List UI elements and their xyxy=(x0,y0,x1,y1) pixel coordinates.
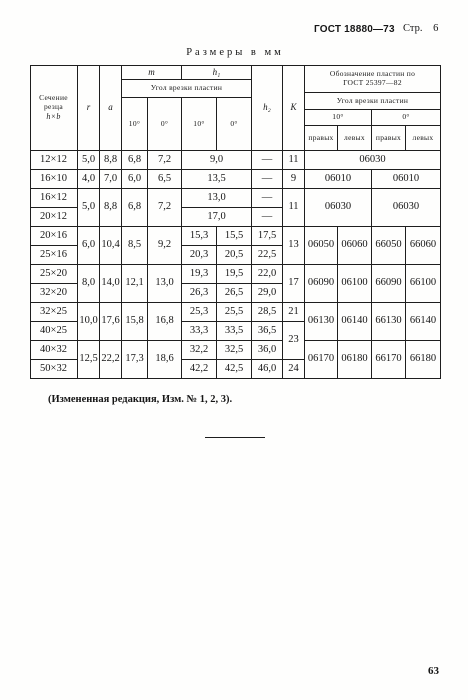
header-section-symbol: h×b xyxy=(46,111,61,121)
header-angle-right: Угол врезки пластин xyxy=(305,93,441,110)
header-plate-0-left: левых xyxy=(406,126,441,151)
row-10-h1-0: 33,5 xyxy=(217,322,252,341)
row-5-k: 13 xyxy=(283,227,305,265)
row-6-h2: 22,5 xyxy=(252,246,283,265)
row-5-plate-10-left: 06060 xyxy=(338,227,372,265)
row-12-h1-0: 42,5 xyxy=(217,360,252,379)
row-6-section: 25×16 xyxy=(30,246,78,265)
row-9-m-10: 15,8 xyxy=(122,303,148,341)
row-4-section: 20×12 xyxy=(30,208,78,227)
row-3-plate-0: 06030 xyxy=(372,189,441,227)
row-1-m-10: 6,8 xyxy=(122,151,148,170)
row-9-h1-0: 25,5 xyxy=(217,303,252,322)
row-5-plate-10-right: 06050 xyxy=(305,227,338,265)
row-9-r: 10,0 xyxy=(78,303,100,341)
table-caption: Размеры в мм xyxy=(186,47,284,58)
row-5-a: 10,4 xyxy=(100,227,122,265)
row-7-a: 14,0 xyxy=(100,265,122,303)
row-7-m-0: 13,0 xyxy=(148,265,182,303)
row-12-h1-10: 42,2 xyxy=(182,360,217,379)
row-2-a: 7,0 xyxy=(100,170,122,189)
row-9-plate-10-left: 06140 xyxy=(338,303,372,341)
row-3-section: 16×12 xyxy=(30,189,78,208)
row-7-plate-0-right: 66090 xyxy=(372,265,406,303)
row-5-h2: 17,5 xyxy=(252,227,283,246)
row-9-a: 17,6 xyxy=(100,303,122,341)
header-section-label: Сечение резца xyxy=(39,93,68,111)
row-6-h1-0: 20,5 xyxy=(217,246,252,265)
row-11-h2: 36,0 xyxy=(252,341,283,360)
row-1-h2: — xyxy=(252,151,283,170)
header-designation-line1: Обозначение пластин по xyxy=(329,68,416,78)
row-10-h1-10: 33,3 xyxy=(182,322,217,341)
row-9-plate-0-left: 66140 xyxy=(406,303,441,341)
row-1-h1: 9,0 xyxy=(182,151,252,170)
row-2-plate-0: 06010 xyxy=(372,170,441,189)
row-1-section: 12×12 xyxy=(30,151,78,170)
row-5-m-10: 8,5 xyxy=(122,227,148,265)
row-5-h1-10: 15,3 xyxy=(182,227,217,246)
row-10-section: 40×25 xyxy=(30,322,78,341)
page-label: Стр. 6 xyxy=(403,23,439,34)
row-10-k: 23 xyxy=(283,322,305,360)
row-7-h1-0: 19,5 xyxy=(217,265,252,284)
row-11-plate-10-right: 06170 xyxy=(305,341,338,379)
row-9-h2: 28,5 xyxy=(252,303,283,322)
row-11-section: 40×32 xyxy=(30,341,78,360)
row-7-plate-0-left: 66100 xyxy=(406,265,441,303)
row-12-h2: 46,0 xyxy=(252,360,283,379)
row-11-m-10: 17,3 xyxy=(122,341,148,379)
row-11-plate-0-left: 66180 xyxy=(406,341,441,379)
row-3-m-10: 6,8 xyxy=(122,189,148,227)
row-3-h1: 13,0 xyxy=(182,189,252,208)
row-11-h1-0: 32,5 xyxy=(217,341,252,360)
row-2-k: 9 xyxy=(283,170,305,189)
row-3-m-0: 7,2 xyxy=(148,189,182,227)
row-7-h1-10: 19,3 xyxy=(182,265,217,284)
row-5-plate-0-left: 66060 xyxy=(406,227,441,265)
row-5-m-0: 9,2 xyxy=(148,227,182,265)
row-9-plate-10-right: 06130 xyxy=(305,303,338,341)
row-1-k: 11 xyxy=(283,151,305,170)
row-1-plate: 06030 xyxy=(305,151,441,170)
standard-code: ГОСТ 18880—73 xyxy=(314,24,395,35)
row-8-h1-10: 26,3 xyxy=(182,284,217,303)
row-2-m-0: 6,5 xyxy=(148,170,182,189)
header-plate-0-right: правых xyxy=(372,126,406,151)
row-9-k: 21 xyxy=(283,303,305,322)
row-5-section: 20×16 xyxy=(30,227,78,246)
row-4-h2: — xyxy=(252,208,283,227)
row-11-plate-10-left: 06180 xyxy=(338,341,372,379)
row-6-h1-10: 20,3 xyxy=(182,246,217,265)
row-2-m-10: 6,0 xyxy=(122,170,148,189)
header-m-10: 10° xyxy=(122,98,148,151)
row-3-k: 11 xyxy=(283,189,305,227)
header-h1-10: 10° xyxy=(182,98,217,151)
row-9-h1-10: 25,3 xyxy=(182,303,217,322)
row-3-r: 5,0 xyxy=(78,189,100,227)
header-m-0: 0° xyxy=(148,98,182,151)
row-2-section: 16×10 xyxy=(30,170,78,189)
row-5-h1-0: 15,5 xyxy=(217,227,252,246)
header-m: m xyxy=(122,65,182,80)
row-11-r: 12,5 xyxy=(78,341,100,379)
header-h2: h₂ xyxy=(252,65,283,151)
header-plate-0: 0° xyxy=(372,110,441,126)
row-7-r: 8,0 xyxy=(78,265,100,303)
row-5-plate-0-right: 66050 xyxy=(372,227,406,265)
row-9-plate-0-right: 66130 xyxy=(372,303,406,341)
row-1-m-0: 7,2 xyxy=(148,151,182,170)
header-r: r xyxy=(78,65,100,151)
row-2-plate-10: 06010 xyxy=(305,170,372,189)
row-11-plate-0-right: 66170 xyxy=(372,341,406,379)
row-2-r: 4,0 xyxy=(78,170,100,189)
row-3-a: 8,8 xyxy=(100,189,122,227)
row-7-plate-10-left: 06100 xyxy=(338,265,372,303)
row-12-k: 24 xyxy=(283,360,305,379)
page-number: 63 xyxy=(428,665,439,677)
row-2-h2: — xyxy=(252,170,283,189)
header-angle-left: Угол врезки пластин xyxy=(122,80,252,98)
amendment-note: (Измененная редакция, Изм. № 1, 2, 3). xyxy=(48,394,233,405)
header-designation xyxy=(305,65,441,93)
row-1-r: 5,0 xyxy=(78,151,100,170)
header-h1-0: 0° xyxy=(217,98,252,151)
header-plate-10: 10° xyxy=(305,110,372,126)
row-2-h1: 13,5 xyxy=(182,170,252,189)
row-5-r: 6,0 xyxy=(78,227,100,265)
row-3-plate-10: 06030 xyxy=(305,189,372,227)
row-8-h2: 29,0 xyxy=(252,284,283,303)
row-7-m-10: 12,1 xyxy=(122,265,148,303)
header-plate-10-right: правых xyxy=(305,126,338,151)
separator-rule xyxy=(205,437,265,438)
row-8-section: 32×20 xyxy=(30,284,78,303)
row-1-a: 8,8 xyxy=(100,151,122,170)
row-3-h2: — xyxy=(252,189,283,208)
header-k: K xyxy=(283,65,305,151)
header-h1: h₁ xyxy=(182,65,252,80)
row-8-h1-0: 26,5 xyxy=(217,284,252,303)
header-a: a xyxy=(100,65,122,151)
header-section xyxy=(30,65,78,151)
row-7-h2: 22,0 xyxy=(252,265,283,284)
row-10-h2: 36,5 xyxy=(252,322,283,341)
row-12-section: 50×32 xyxy=(30,360,78,379)
row-9-m-0: 16,8 xyxy=(148,303,182,341)
row-11-h1-10: 32,2 xyxy=(182,341,217,360)
row-7-k: 17 xyxy=(283,265,305,303)
row-11-m-0: 18,6 xyxy=(148,341,182,379)
header-designation-line2: ГОСТ 25397—82 xyxy=(343,77,402,87)
row-4-h1: 17,0 xyxy=(182,208,252,227)
row-9-section: 32×25 xyxy=(30,303,78,322)
header-plate-10-left: левых xyxy=(338,126,372,151)
row-7-plate-10-right: 06090 xyxy=(305,265,338,303)
row-11-a: 22,2 xyxy=(100,341,122,379)
row-7-section: 25×20 xyxy=(30,265,78,284)
